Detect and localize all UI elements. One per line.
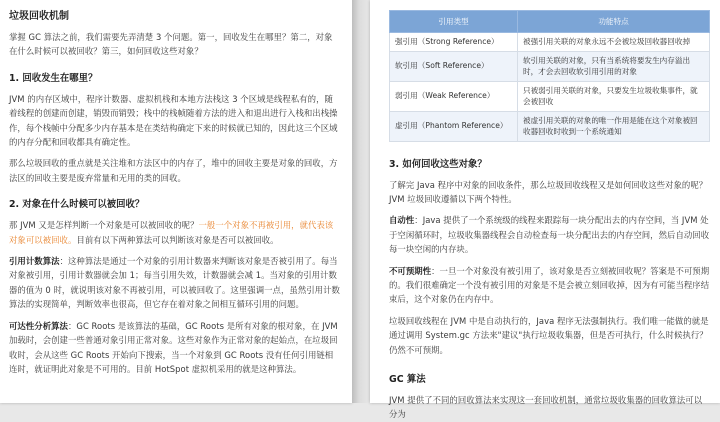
reference-types-table xyxy=(389,10,710,142)
table-header-cell: 功能特点 xyxy=(518,11,710,33)
paragraph: JVM 提供了不同的回收算法来实现这一套回收机制，通常垃圾收集器的回收算法可以分为 xyxy=(389,394,703,420)
paragraph xyxy=(9,319,340,377)
table-header-row xyxy=(390,11,710,33)
term-automatic: 自动性 xyxy=(389,215,415,226)
table-row xyxy=(390,33,710,52)
table-cell: 只被弱引用关联的对象，只要发生垃圾收集事件，就会被回收 xyxy=(518,81,710,111)
table-row xyxy=(390,111,710,141)
table-row xyxy=(390,51,710,81)
text-span: ：GC Roots 是该算法的基础，GC Roots 是所有对象的根对象，在 JVM 加载时，会创建一些普通对象引用正常对象。这些对象作为正常对象的起始点，在垃圾回收时，会从这些 GC Roots 开始向下搜索，当一个对象到 GC Roots 没有任何引用链相连时，就证明此对象是不可用的。目前 HotSpot 虚拟机采用的就是这种算法。 xyxy=(9,320,338,374)
paragraph xyxy=(389,213,710,256)
term-reference-counting: 引用计数算法 xyxy=(9,256,60,267)
text-span: ：这种算法是通过一个对象的引用计数器来判断该对象是否被引用了。每当对象被引用，引用计数器就会加 1；每当引用失效，计数器就会减 1。当对象的引用计数器的值为 0 时，就说明该对象不再被引用，可以被回收了。这里强调一点，虽然引用计数算法的实现简单，判断效率也很高，但它存在着对象之间相互循环引用的问题。 xyxy=(9,256,340,310)
text-span: 目前有以下两种算法可以判断该对象是否可以被回收。 xyxy=(76,234,279,245)
table-cell: 软引用关联的对象，只有当系统将要发生内存溢出时，才会去回收软引用引用的对象 xyxy=(518,51,710,81)
table-header-cell: 引用类型 xyxy=(390,11,518,33)
text-span: ：一旦一个对象没有被引用了，该对象是否立刻被回收呢？答案是不可预期的。我们很难确定一个没有被引用的对象是不是会被立刻回收掉，因为有可能当程序结束后，这个对象仍在内存中。 xyxy=(389,265,710,305)
paragraph xyxy=(389,264,710,307)
section-heading-gc: GC 算法 xyxy=(389,373,426,385)
text-span: 那 JVM 又是怎样判断一个对象是可以被回收的呢？ xyxy=(9,220,199,231)
table-row xyxy=(390,81,710,111)
table-cell: 虚引用（Phantom Reference） xyxy=(390,111,518,141)
highlight-text: 一般一个对象不再被引用，就代表该对象可以被回收。 xyxy=(9,220,334,245)
paragraph xyxy=(9,218,340,247)
table-cell: 被强引用关联的对象永远不会被垃圾回收器回收掉 xyxy=(518,33,710,52)
table-cell: 被虚引用关联的对象的唯一作用是能在这个对象被回收器回收时收到一个系统通知 xyxy=(518,111,710,141)
section-heading-3: 3. 如何回收这些对象？ xyxy=(389,158,487,170)
term-reachability-analysis: 可达性分析算法 xyxy=(9,320,68,331)
page-title: 垃圾回收机制 xyxy=(9,11,69,22)
paragraph: JVM 的内存区域中，程序计数器、虚拟机栈和本地方法栈这 3 个区域是线程私有的，随着线程的创建而创建，销毁而销毁；栈中的栈帧随着方法的进入和退出进行入栈和出栈操作，每个栈帧中分配多少内存基本是在类结构确定下来的时候就已知的，因此这三个区域的内存分配和回收都具有确定性。 xyxy=(9,93,338,148)
table-cell: 弱引用（Weak Reference） xyxy=(390,81,518,111)
paragraph: 了解完 Java 程序中对象的回收条件，那么垃圾回收线程又是如何回收这些对象的呢？JVM 垃圾回收遵循以下两个特性。 xyxy=(389,179,708,204)
section-heading-1: 1. 回收发生在哪里？ xyxy=(9,72,98,84)
intro-paragraph: 掌握 GC 算法之前，我们需要先弄清楚 3 个问题。第一，回收发生在哪里？第二，对象在什么时候可以被回收？第三，如何回收这些对象？ xyxy=(9,32,333,57)
table-cell: 软引用（Soft Reference） xyxy=(390,51,518,81)
term-unpredictable: 不可预期性 xyxy=(389,265,432,276)
section-heading-2: 2. 对象在什么时候可以被回收？ xyxy=(9,199,145,211)
paragraph: 垃圾回收线程在 JVM 中是自动执行的，Java 程序无法强制执行。我们唯一能做的就是通过调用 System.gc 方法来"建议"执行垃圾收集器，但是否可执行，什么时候执行？仍然不可预期。 xyxy=(389,315,709,355)
left-page xyxy=(0,0,352,403)
right-page xyxy=(370,0,720,420)
text-span: ：Java 提供了一个系统级的线程来跟踪每一块分配出去的内存空间，当 JVM 处于空闲循环时，垃圾收集器线程会自动检查每一块分配出去的内存空间，然后自动回收每一块空闲的内存块。 xyxy=(389,215,710,255)
table-cell: 强引用（Strong Reference） xyxy=(390,33,518,52)
paragraph xyxy=(9,254,340,312)
paragraph: 那么垃圾回收的重点就是关注堆和方法区中的内存了，堆中的回收主要是对象的回收，方法区的回收主要是废弃常量和无用的类的回收。 xyxy=(9,158,338,183)
page-gap xyxy=(352,0,370,403)
